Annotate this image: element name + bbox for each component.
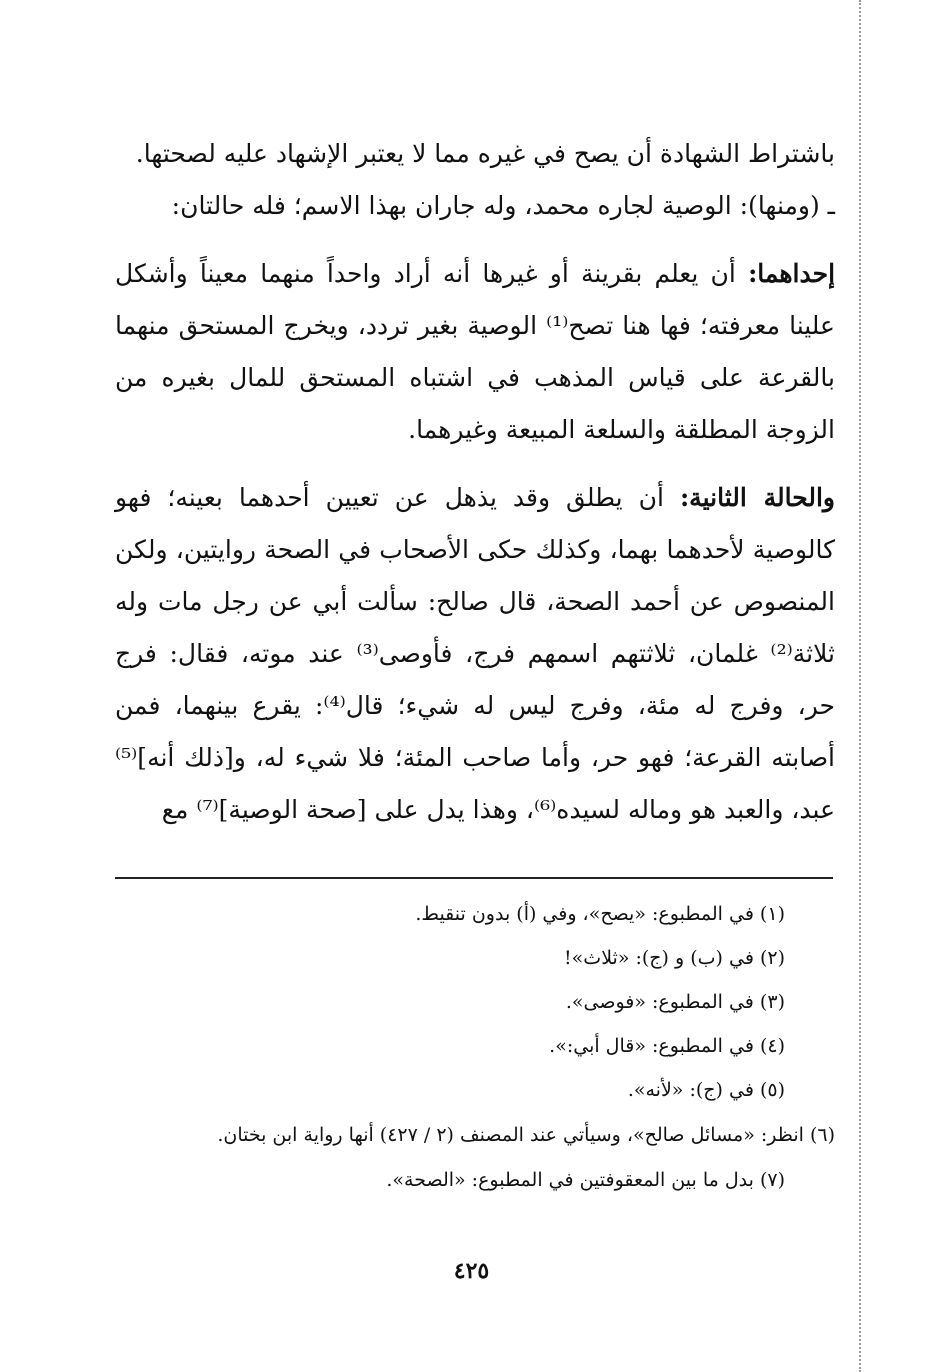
- paragraph-4-text: أن يطلق وقد يذهل عن تعيين أحدهما بعينه؛ فهو كالوصية لأحدهما بهما، وكذلك حكى الأصحاب في الصحة روايتين، ولكن المنصوص عن أحمد الصحة، قال صالح: سألت أبي عن رجل مات وله ثلاثة⁽²⁾ غلمان، ثلاثتهم اسمهم فرج، فأوصى⁽³⁾ عند موته، فقال: فرج حر، وفرج له مئة، وفرج ليس له شيء؛ قال⁽⁴⁾: يقرع بينهما، فمن أصابته القرعة؛ فهو حر، وأما صاحب المئة؛ فلا شيء له، و[ذلك أنه]⁽⁵⁾ عبد، والعبد هو وماله لسيده⁽⁶⁾، وهذا يدل على [صحة الوصية]⁽⁷⁾ مع: [115, 483, 835, 824]
- paragraph-2-text: ـ (ومنها): الوصية لجاره محمد، وله جاران بهذا الاسم؛ فله حالتان:: [171, 191, 835, 220]
- paragraph-4-lead: والحالة الثانية:: [679, 483, 835, 512]
- paragraph-3-lead: إحداهما:: [748, 259, 836, 288]
- paragraph-4: [115, 472, 835, 836]
- footnote-6: (٦) انظر: «مسائل صالح»، وسيأتي عند المصنف (٢ / ٤٢٧) أنها رواية ابن بختان.: [217, 1124, 835, 1146]
- paragraph-3: [115, 248, 835, 456]
- paragraph-2: [115, 180, 835, 232]
- footnote-separator: [115, 877, 833, 879]
- footnote-3: (٣) في المطبوع: «فوصى».: [565, 991, 785, 1013]
- binding-dotted-line: [859, 0, 861, 1372]
- paragraph-1: [115, 128, 835, 180]
- footnote-5: (٥) في (ج): «لأنه».: [627, 1079, 785, 1101]
- footnote-2: (٢) في (ب) و (ج): «ثلاث»!: [564, 947, 785, 969]
- main-text: [115, 128, 835, 836]
- footnote-7: (٧) بدل ما بين المعقوفتين في المطبوع: «الصحة».: [386, 1169, 785, 1191]
- paragraph-1-text: باشتراط الشهادة أن يصح في غيره مما لا يعتبر الإشهاد عليه لصحتها.: [135, 139, 835, 168]
- footnote-1: (١) في المطبوع: «يصح»، وفي (أ) بدون تنقيط.: [415, 903, 785, 925]
- footnotes: [115, 892, 835, 1202]
- footnote-4: (٤) في المطبوع: «قال أبي:».: [549, 1035, 785, 1057]
- paragraph-3-text: أن يعلم بقرينة أو غيرها أنه أراد واحداً منهما معيناً وأشكل علينا معرفته؛ فها هنا تصح⁽¹⁾ الوصية بغير تردد، ويخرج المستحق منهما بالقرعة على قياس المذهب في اشتباه المستحق للمال بغيره من الزوجة المطلقة والسلعة المبيعة وغيرهما.: [115, 259, 835, 444]
- page-number: ٤٢٥: [453, 1258, 490, 1284]
